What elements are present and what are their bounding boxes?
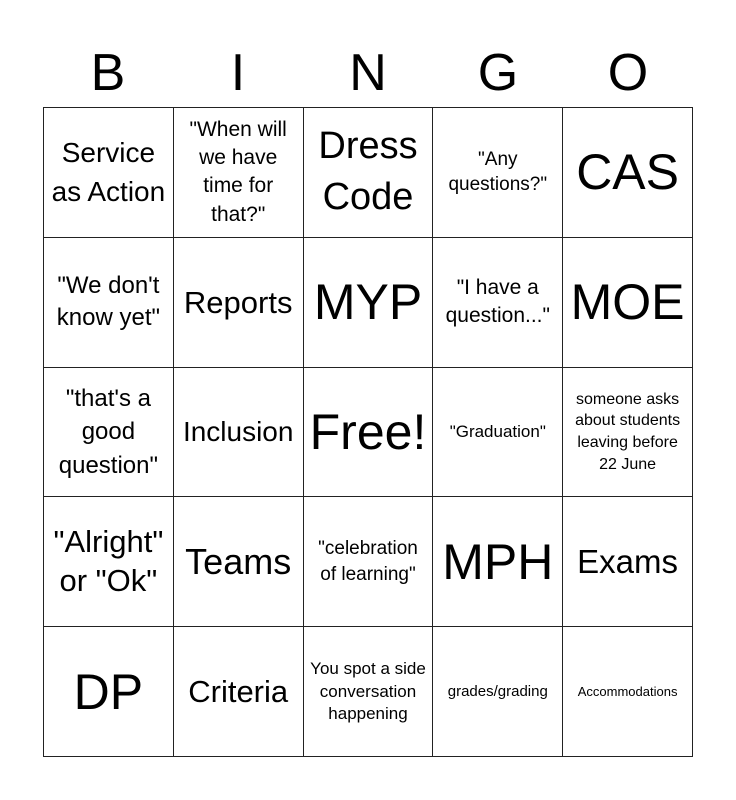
cell-label: someone asks about students leaving before 22 June bbox=[575, 390, 681, 473]
header-letter-i: I bbox=[230, 44, 246, 102]
cell-label: Teams bbox=[185, 541, 292, 583]
bingo-cell[interactable] bbox=[44, 497, 174, 627]
cell-label: You spot a side conversation happening bbox=[310, 659, 426, 723]
bingo-cell[interactable] bbox=[304, 627, 434, 757]
cell-label: "Graduation" bbox=[449, 421, 546, 441]
cell-label: "I have a question..." bbox=[445, 275, 550, 328]
bingo-cell[interactable] bbox=[44, 368, 174, 498]
bingo-cell[interactable] bbox=[44, 108, 174, 238]
header-letter-o: O bbox=[607, 44, 649, 102]
bingo-cell[interactable] bbox=[563, 108, 693, 238]
bingo-cell[interactable] bbox=[563, 497, 693, 627]
bingo-cell[interactable] bbox=[304, 368, 434, 498]
bingo-cell[interactable] bbox=[44, 238, 174, 368]
cell-label: grades/grading bbox=[447, 682, 548, 700]
bingo-cell[interactable] bbox=[174, 627, 304, 757]
cell-label: MYP bbox=[313, 274, 423, 331]
header-letter-n: N bbox=[349, 44, 387, 102]
bingo-cell[interactable] bbox=[174, 368, 304, 498]
bingo-cell[interactable] bbox=[304, 108, 434, 238]
bingo-cell[interactable] bbox=[174, 108, 304, 238]
bingo-cell[interactable] bbox=[433, 497, 563, 627]
cell-label: "When will we have time for that?" bbox=[189, 117, 287, 226]
cell-label: MOE bbox=[570, 274, 685, 331]
cell-label: "Any questions?" bbox=[448, 148, 548, 196]
bingo-cell[interactable] bbox=[563, 368, 693, 498]
cell-label: CAS bbox=[576, 144, 679, 201]
bingo-cell[interactable] bbox=[563, 627, 693, 757]
header-letter-g: G bbox=[477, 44, 519, 102]
bingo-cell[interactable] bbox=[433, 627, 563, 757]
cell-label: MPH bbox=[442, 533, 554, 590]
cell-label: Service as Action bbox=[51, 137, 166, 208]
cell-label: "We don't know yet" bbox=[56, 272, 161, 332]
cell-label: Dress Code bbox=[318, 125, 418, 219]
cell-label: "celebration of learning" bbox=[318, 538, 418, 585]
cell-label: Reports bbox=[183, 284, 293, 320]
bingo-cell[interactable] bbox=[174, 238, 304, 368]
cell-label: Inclusion bbox=[182, 416, 294, 448]
header-letter-b: B bbox=[90, 44, 126, 102]
bingo-cell[interactable] bbox=[433, 368, 563, 498]
bingo-cell[interactable] bbox=[563, 238, 693, 368]
cell-label: Exams bbox=[577, 543, 679, 581]
cell-label: "Alright" or "Ok" bbox=[53, 524, 164, 598]
bingo-cell[interactable] bbox=[304, 238, 434, 368]
bingo-board bbox=[43, 107, 693, 757]
cell-label: Free! bbox=[309, 403, 427, 460]
bingo-cell[interactable] bbox=[304, 497, 434, 627]
cell-label: DP bbox=[73, 663, 144, 720]
bingo-cell[interactable] bbox=[44, 627, 174, 757]
bingo-cell[interactable] bbox=[433, 238, 563, 368]
cell-label: Accommodations bbox=[577, 683, 678, 699]
cell-label: "that's a good question" bbox=[58, 385, 159, 479]
bingo-cell[interactable] bbox=[174, 497, 304, 627]
bingo-cell[interactable] bbox=[433, 108, 563, 238]
cell-label: Criteria bbox=[188, 674, 289, 710]
bingo-header bbox=[43, 40, 693, 106]
